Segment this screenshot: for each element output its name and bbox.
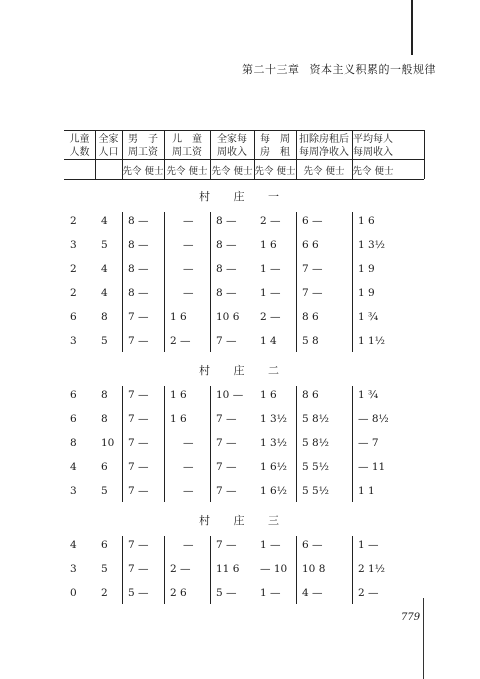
cell-value: 3 [70,563,77,575]
cell-value: — [183,485,194,497]
table-row [64,234,424,256]
table-cell [128,282,149,304]
table-cell [358,456,385,478]
table-cell [302,258,323,280]
column-header [296,133,352,159]
table-cell [260,558,287,580]
table-cell [128,306,149,328]
cell-value: 5 [101,485,108,497]
cell-value: 8 — [128,215,149,227]
cell-value: 8 [101,311,108,323]
cell-value: — [183,437,194,449]
table-cell [216,480,237,502]
table-cell [101,534,108,556]
cell-value: — [183,239,194,251]
column-header-line: 每周收入 [353,147,393,158]
table-cell [170,558,191,580]
cell-value: 5 [101,239,108,251]
cell-value: 4 — [302,587,323,599]
table-cell [260,456,287,478]
cell-value: 10 8 [302,563,326,575]
cell-value: 7 — [128,539,149,551]
table-cell [70,258,77,280]
table-cell [358,210,375,232]
cell-value: 8 — [128,239,149,251]
table-row [64,456,424,478]
cell-value: 1 6 [170,389,187,401]
table-cell [70,384,77,406]
column-divider [122,212,123,352]
section-title: 村 庄 一 [199,190,289,203]
cell-value: 1 3½ [358,239,385,251]
cell-value: 8 — [128,287,149,299]
table-cell [358,432,379,454]
cell-value: 7 — [302,287,323,299]
cell-value: 5 [101,335,108,347]
table-cell [260,234,277,256]
subheader-rule [64,179,424,180]
cell-value: 1 — [260,263,281,275]
column-divider [296,536,297,604]
cell-value: 5 8½ [302,413,329,425]
cell-value: 5 [101,563,108,575]
table-cell [260,210,281,232]
cell-value: 2 [70,215,77,227]
cell-value: 7 — [128,461,149,473]
table-cell [70,582,77,604]
cell-value: 1 6 [358,215,375,227]
table-cell [260,306,281,328]
cell-value: 3 [70,239,77,251]
table-cell [101,282,108,304]
table-cell [183,480,194,502]
table-cell [101,456,108,478]
column-header-line: 周工资 [172,147,202,158]
column-header [254,133,296,159]
cell-value: 3 [70,485,77,497]
column-divider [210,386,211,502]
table-cell [101,480,108,502]
table-cell [260,582,281,604]
table-cell [260,408,287,430]
table-cell [70,408,77,430]
table-cell [101,210,108,232]
column-header-line: 每周净收入 [299,147,349,158]
table-cell [260,330,277,352]
cell-value: 7 — [216,413,237,425]
page-number: 779 [401,612,421,623]
table-cell [302,384,319,406]
cell-value: 1 6½ [260,461,287,473]
column-divider [352,536,353,604]
table-cell [260,258,281,280]
unit-subheader: 先令 便士 [211,166,253,177]
cell-value: 8 [70,437,77,449]
cell-value: 1 — [260,539,281,551]
table-row [64,480,424,502]
cell-value: 1 6 [170,311,187,323]
table-cell [216,582,237,604]
cell-value: 1 3½ [260,437,287,449]
table-row [64,558,424,580]
column-header [164,133,210,159]
column-divider [122,536,123,604]
table-cell [260,534,281,556]
cell-value: 1 1 [358,485,375,497]
table-cell [101,384,108,406]
header-divider [424,130,425,179]
cell-value: 5 5½ [302,461,329,473]
table-cell [128,210,149,232]
table-row [64,306,424,328]
cell-value: — 8½ [358,413,389,425]
cell-value: 1 — [358,539,379,551]
table-cell [216,456,237,478]
table-cell [70,534,77,556]
table-cell [216,384,243,406]
table-cell [70,282,77,304]
cell-value: 7 — [216,437,237,449]
table-cell [216,534,237,556]
table-cell [302,582,323,604]
column-divider [164,386,165,502]
cell-value: 2 — [260,215,281,227]
table-cell [358,408,389,430]
cell-value: 5 — [216,587,237,599]
cell-value: 7 — [128,413,149,425]
cell-value: — [183,539,194,551]
cell-value: 7 — [302,263,323,275]
cell-value: 7 — [128,563,149,575]
cell-value: 6 — [302,215,323,227]
table-cell [358,480,375,502]
table-cell [128,582,149,604]
table-cell [70,306,77,328]
table-cell [358,234,385,256]
table-row [64,432,424,454]
table-cell [170,330,191,352]
table-row [64,330,424,352]
table-cell [70,330,77,352]
table-cell [302,408,329,430]
table-cell [260,384,277,406]
column-divider [296,386,297,502]
table-cell [70,558,77,580]
cell-value: — [183,287,194,299]
table-cell [302,306,319,328]
cell-value: 2 1½ [358,563,385,575]
cell-value: 6 6 [302,239,319,251]
column-divider [296,212,297,352]
cell-value: — [183,215,194,227]
unit-subheader: 先令 便士 [122,166,164,177]
table-cell [358,282,375,304]
table-cell [216,432,237,454]
cell-value: 8 6 [302,389,319,401]
table-cell [302,330,319,352]
table-cell [302,282,323,304]
column-divider [164,212,165,352]
cell-value: 6 [101,461,108,473]
table-cell [358,330,385,352]
table-cell [128,258,149,280]
cell-value: 1 4 [260,335,277,347]
column-header-line: 周收入 [217,147,247,158]
table-row [64,408,424,430]
unit-subheader: 先令 便士 [352,166,394,177]
cell-value: 1 ¾ [358,389,379,401]
table-cell [358,534,379,556]
table-cell [70,234,77,256]
table-top-rule [64,130,424,131]
cell-value: 1 6 [170,413,187,425]
table-cell [101,408,108,430]
cell-value: 6 [70,389,77,401]
column-header-line: 全家每 [217,134,247,145]
cell-value: 2 [70,263,77,275]
column-header [64,133,95,159]
cell-value: 7 — [128,335,149,347]
cell-value: 7 — [128,437,149,449]
column-header-line: 男 子 [128,134,158,145]
cell-value: 8 6 [302,311,319,323]
table-cell [128,480,149,502]
table-cell [260,480,287,502]
margin-rule-bottom [423,598,424,679]
cell-value: 2 [101,587,108,599]
cell-value: 2 6 [170,587,187,599]
table-cell [216,306,239,328]
table-cell [183,282,194,304]
cell-value: 8 — [128,263,149,275]
column-divider [352,386,353,502]
unit-subheader: 先令 便士 [303,166,345,177]
cell-value: 1 — [260,587,281,599]
cell-value: 7 — [216,335,237,347]
unit-subheader: 先令 便士 [254,166,296,177]
table-cell [101,306,108,328]
table-cell [183,258,194,280]
column-header-line: 人数 [69,147,90,158]
table-cell [302,234,319,256]
cell-value: 1 6 [260,239,277,251]
cell-value: 6 [70,413,77,425]
chapter-label: 第二十三章 [242,63,300,76]
table-cell [216,282,237,304]
table-cell [128,534,149,556]
cell-value: 5 8 [302,335,319,347]
cell-value: — [183,461,194,473]
cell-value: 7 — [128,311,149,323]
cell-value: — 7 [358,437,379,449]
cell-value: 1 6½ [260,485,287,497]
table-cell [128,456,149,478]
cell-value: 6 [70,311,77,323]
table-cell [216,558,239,580]
cell-value: 4 [101,215,108,227]
table-cell [302,432,329,454]
column-divider [210,212,211,352]
cell-value: 4 [101,263,108,275]
table-cell [302,480,329,502]
cell-value: 1 ¾ [358,311,379,323]
table-cell [260,432,287,454]
table-row [64,282,424,304]
cell-value: 1 9 [358,287,375,299]
table-cell [170,408,187,430]
cell-value: 11 6 [216,563,240,575]
cell-value: 1 3½ [260,413,287,425]
cell-value: 2 — [170,335,191,347]
column-header-line: 周工资 [128,147,158,158]
cell-value: 5 5½ [302,485,329,497]
table-cell [216,330,237,352]
table-cell [183,534,194,556]
cell-value: 2 — [260,311,281,323]
column-header-line: 每 周 [260,134,290,145]
cell-value: 2 — [170,563,191,575]
table-cell [170,384,187,406]
cell-value: 1 — [260,287,281,299]
table-cell [358,384,378,406]
column-header [122,133,164,159]
table-cell [128,432,149,454]
column-header-line: 人口 [98,147,119,158]
table-cell [170,306,187,328]
table-cell [216,258,237,280]
cell-value: 8 [101,413,108,425]
cell-value: 10 — [216,389,244,401]
section-title: 村 庄 三 [199,514,289,527]
column-header-line: 房 租 [260,147,290,158]
table-cell [128,384,149,406]
table-cell [70,480,77,502]
cell-value: 1 9 [358,263,375,275]
table-cell [101,234,108,256]
column-divider [122,386,123,502]
column-divider [210,536,211,604]
column-header [210,133,254,159]
table-cell [70,210,77,232]
cell-value: 8 [101,389,108,401]
cell-value: 8 — [216,215,237,227]
table-cell [101,432,114,454]
cell-value: 5 — [128,587,149,599]
cell-value: 7 — [216,461,237,473]
cell-value: 8 — [216,287,237,299]
table-cell [101,558,108,580]
table-cell [302,456,329,478]
table-cell [101,582,108,604]
section-title: 村 庄 二 [199,364,289,377]
table-row [64,534,424,556]
table-row [64,582,424,604]
table-cell [183,210,194,232]
cell-value: 2 — [358,587,379,599]
table-cell [183,234,194,256]
cell-value: 4 [70,539,77,551]
cell-value: 8 — [216,239,237,251]
column-header-line: 儿 童 [172,134,202,145]
cell-value: 10 [101,437,115,449]
cell-value: 7 — [128,389,149,401]
column-header [352,133,394,159]
table-cell [358,306,378,328]
table-cell [302,534,323,556]
table-cell [302,210,323,232]
table-cell [216,210,237,232]
column-divider [352,212,353,352]
cell-value: 1 6 [260,389,277,401]
table-cell [183,456,194,478]
table-cell [70,432,77,454]
table-cell [302,558,325,580]
column-header-line: 扣除房租后 [299,134,349,145]
cell-value: 8 — [216,263,237,275]
cell-value: 6 [101,539,108,551]
cell-value: 5 8½ [302,437,329,449]
table-cell [358,582,379,604]
cell-value: 0 [70,587,77,599]
column-header [95,133,122,159]
header-rule [64,159,424,160]
cell-value: — 11 [358,461,386,473]
table-cell [170,582,187,604]
table-cell [183,432,194,454]
table-row [64,210,424,232]
table-row [64,258,424,280]
column-header-line: 全家 [98,134,119,145]
table-cell [358,558,385,580]
column-divider [164,536,165,604]
cell-value: 7 — [216,539,237,551]
table-cell [128,330,149,352]
cell-value: 7 — [216,485,237,497]
unit-subheader: 先令 便士 [166,166,208,177]
column-header-line: 平均每人 [353,134,393,145]
cell-value: 10 6 [216,311,240,323]
cell-value: — 10 [260,563,288,575]
table-cell [128,558,149,580]
running-header [242,61,436,77]
table-cell [128,234,149,256]
table-cell [70,456,77,478]
table-cell [216,408,237,430]
cell-value: 3 [70,335,77,347]
cell-value: 4 [70,461,77,473]
cell-value: 6 — [302,539,323,551]
table-cell [358,258,375,280]
margin-rule-top [411,0,413,55]
table-cell [101,258,108,280]
chapter-title: 资本主义积累的一般规律 [309,63,436,76]
cell-value: 7 — [128,485,149,497]
table-cell [216,234,237,256]
cell-value: — [183,263,194,275]
table-cell [101,330,108,352]
table-cell [260,282,281,304]
column-header-line: 儿童 [69,134,90,145]
table-row [64,384,424,406]
table-cell [128,408,149,430]
cell-value: 4 [101,287,108,299]
cell-value: 1 1½ [358,335,385,347]
cell-value: 2 [70,287,77,299]
